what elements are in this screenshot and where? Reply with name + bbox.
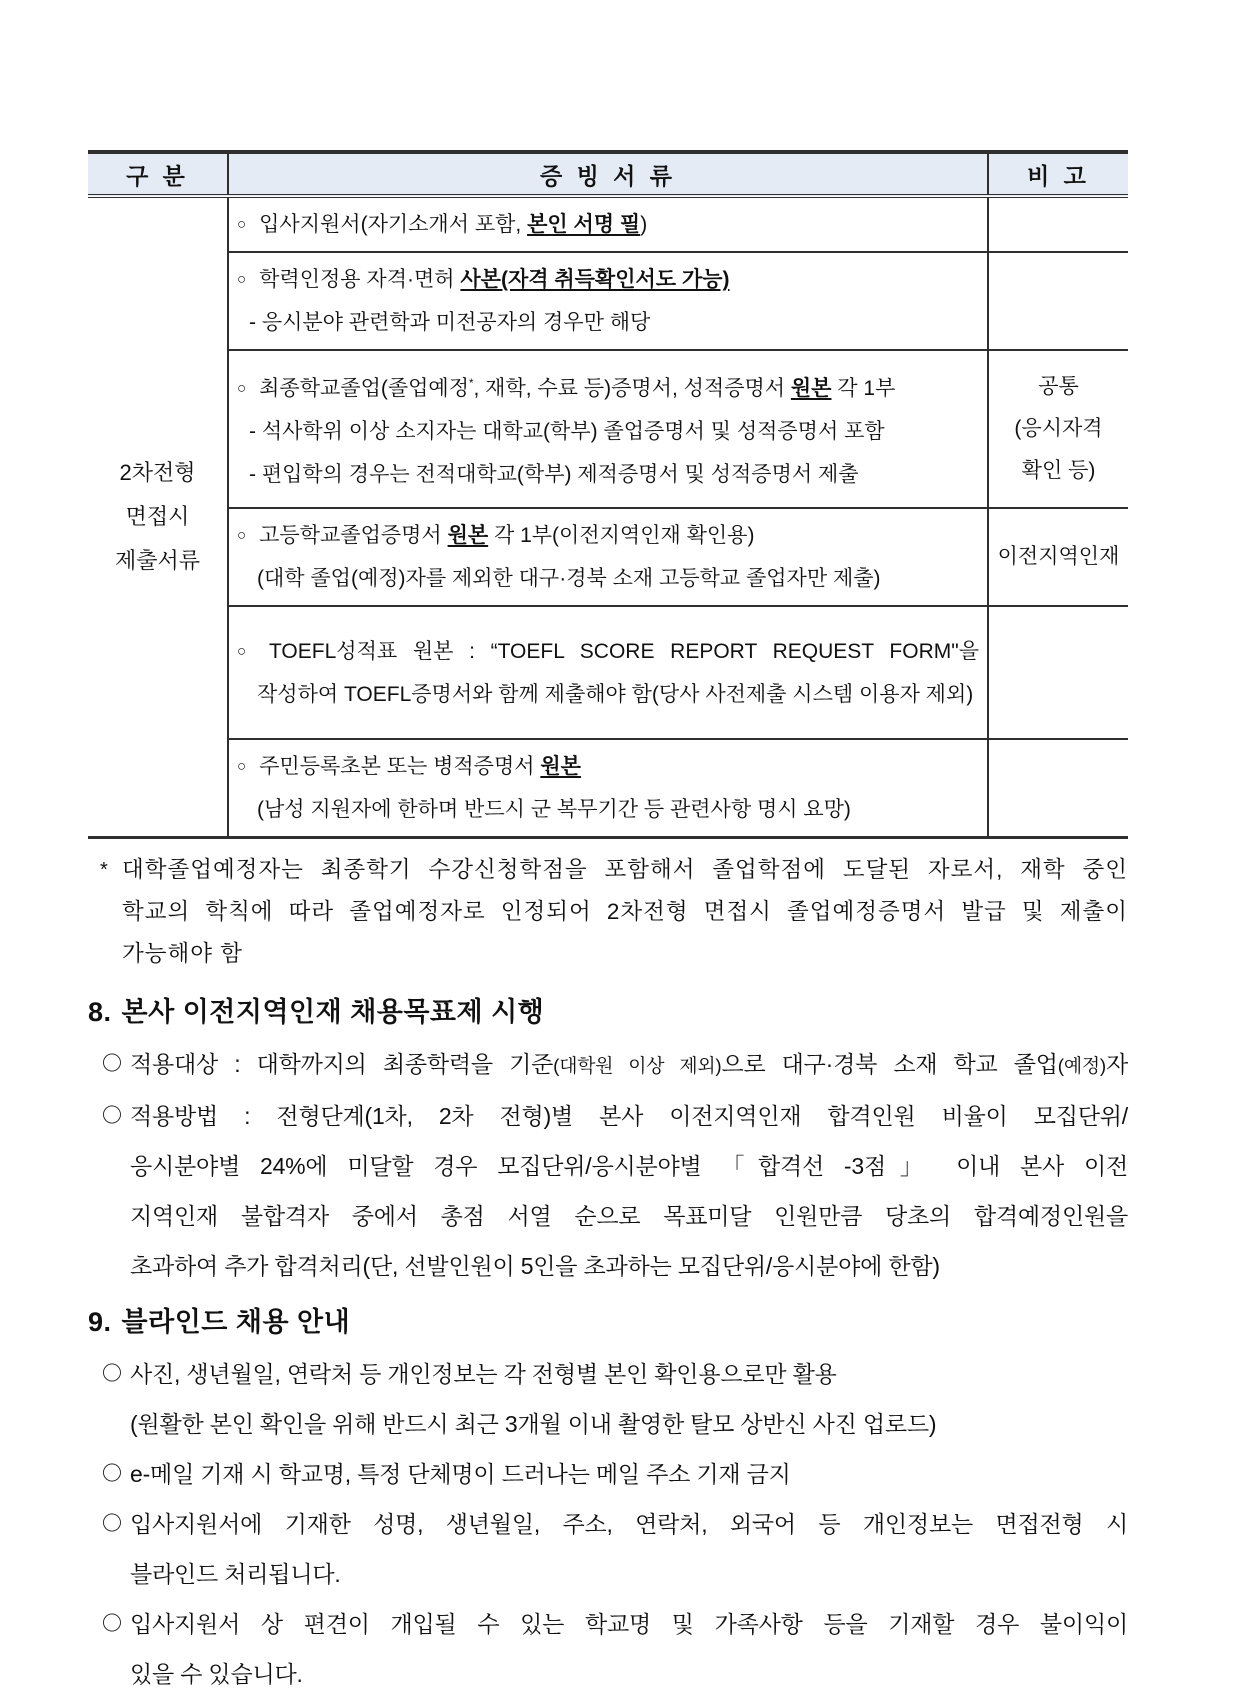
circle-bullet-icon: ○ — [237, 758, 247, 776]
circle-bullet-icon: ○ — [237, 271, 247, 289]
hollow-circle-bullet-icon: 〇 — [102, 1105, 122, 1128]
table-header-remarks: 비 고 — [988, 152, 1128, 196]
footnote-text — [122, 849, 1128, 975]
text-line: (원활한 본인 확인을 위해 반드시 최근 3개월 이내 촬영한 탈모 상반신 사진 업로드) — [130, 1411, 937, 1438]
text-line: 대학졸업예정자는 최종학기 수강신청학점을 포함해서 졸업학점에 도달된 자로서, 재학 중인 — [122, 857, 1128, 883]
section-body — [88, 1349, 1128, 1699]
table-row — [88, 606, 1128, 739]
table-documents-cell — [228, 196, 988, 252]
section-item — [88, 1449, 1128, 1499]
table-documents-cell — [228, 350, 988, 508]
hollow-circle-bullet-icon: 〇 — [102, 1363, 122, 1386]
text-line: 있을 수 있습니다. — [130, 1661, 303, 1688]
section-heading — [88, 991, 1128, 1033]
text-line: ○ 학력인정용 자격·면허 사본(자격 취득확인서도 가능) — [237, 268, 730, 292]
text-line: 초과하여 추가 합격처리(단, 선발인원이 5인을 초과하는 모집단위/응시분야에 한함) — [130, 1253, 940, 1280]
note-line: 이전지역인재 — [997, 545, 1120, 569]
footnote-marker: * — [100, 859, 109, 882]
section-body — [88, 1039, 1128, 1291]
text-line: ○ 최종학교졸업(졸업예정*, 재학, 수료 등)증명서, 성적증명서 원본 각 1부 — [237, 376, 896, 400]
section-item-text — [130, 1091, 1128, 1291]
section-title: 본사 이전지역인재 채용목표제 시행 — [121, 997, 545, 1028]
section-item-text — [130, 1349, 1128, 1449]
group-label-line: 면접시 — [125, 504, 190, 530]
text-line: - 응시분야 관련학과 미전공자의 경우만 해당 — [249, 311, 651, 335]
section-number: 8. — [88, 997, 112, 1028]
circle-bullet-icon: ○ — [237, 216, 247, 233]
group-label-line: 제출서류 — [114, 548, 200, 574]
text-line: - 편입학의 경우는 전적대학교(학부) 제적증명서 및 성적증명서 제출 — [249, 462, 859, 486]
table-row — [88, 350, 1128, 508]
text-line: e-메일 기재 시 학교명, 특정 단체명이 드러나는 메일 주소 기재 금지 — [130, 1461, 791, 1488]
text-line: ○ TOEFL성적표 원본 : “TOEFL SCORE REPORT REQUEST FORM"을 — [237, 639, 979, 663]
note-line: (응시자격 — [1014, 417, 1103, 441]
table-row — [88, 252, 1128, 350]
text-line: 입사지원서 상 편견이 개입될 수 있는 학교명 및 가족사항 등을 기재할 경우 불이익이 — [130, 1611, 1128, 1638]
text-line: 사진, 생년월일, 연락처 등 개인정보는 각 전형별 본인 확인용으로만 활용 — [130, 1361, 837, 1388]
section-item — [88, 1499, 1128, 1599]
text-line: 적용대상 : 대학까지의 최종학력을 기준(대학원 이상 제외)으로 대구·경북 소재 학교 졸업(예정)자 — [130, 1051, 1128, 1078]
table-row — [88, 196, 1128, 252]
table-note-cell — [988, 252, 1128, 350]
text-line: 블라인드 처리됩니다. — [130, 1561, 341, 1588]
submission-documents-table — [88, 150, 1128, 839]
table-documents-cell — [228, 508, 988, 606]
table-row — [88, 508, 1128, 606]
table-note-cell — [988, 739, 1128, 838]
circle-bullet-icon: ○ — [237, 642, 256, 660]
section-item-text — [130, 1039, 1128, 1091]
circle-bullet-icon: ○ — [237, 379, 247, 397]
text-line: 입사지원서에 기재한 성명, 생년월일, 주소, 연락처, 외국어 등 개인정보는 면접전형 시 — [130, 1511, 1128, 1538]
text-line: ○ 고등학교졸업증명서 원본 각 1부(이전지역인재 확인용) — [237, 524, 755, 548]
footnote — [88, 849, 1128, 975]
text-line: - 석사학위 이상 소지자는 대학교(학부) 졸업증명서 및 성적증명서 포함 — [249, 419, 885, 443]
text-line: ○ 주민등록초본 또는 병적증명서 원본 — [237, 755, 581, 779]
section-item-text — [130, 1599, 1128, 1699]
text-line: 적용방법 : 전형단계(1차, 2차 전형)별 본사 이전지역인재 합격인원 비율이 모집단위/ — [130, 1103, 1128, 1130]
table-documents-cell — [228, 739, 988, 838]
note-line: 공통 — [1038, 375, 1079, 399]
section-item — [88, 1349, 1128, 1449]
text-line: (남성 지원자에 한하며 반드시 군 복무기간 등 관련사항 명시 요망) — [257, 798, 851, 822]
section-item — [88, 1039, 1128, 1091]
table-documents-cell — [228, 606, 988, 739]
table-header-category: 구 분 — [88, 152, 228, 196]
table-documents-cell — [228, 252, 988, 350]
text-line: ○ 입사지원서(자기소개서 포함, 본인 서명 필) — [237, 213, 648, 237]
text-line: 응시분야별 24%에 미달할 경우 모집단위/응시분야별 「합격선 -3점」 이내 본사 이전 — [130, 1153, 1128, 1180]
section-title: 블라인드 채용 안내 — [121, 1307, 351, 1338]
section-item — [88, 1599, 1128, 1699]
section-item-text — [130, 1449, 1128, 1499]
table-note-cell — [988, 196, 1128, 252]
note-line: 확인 등) — [1021, 459, 1096, 483]
table-note-cell — [988, 350, 1128, 508]
hollow-circle-bullet-icon: 〇 — [102, 1463, 122, 1486]
section-heading — [88, 1301, 1128, 1343]
section-item — [88, 1091, 1128, 1291]
table-header-documents: 증 빙 서 류 — [228, 152, 988, 196]
table-row — [88, 739, 1128, 838]
hollow-circle-bullet-icon: 〇 — [102, 1053, 122, 1076]
table-group-cell — [88, 196, 228, 838]
text-line: 가능해야 함 — [122, 941, 243, 967]
table-body — [88, 196, 1128, 838]
hollow-circle-bullet-icon: 〇 — [102, 1513, 122, 1536]
table-note-cell — [988, 606, 1128, 739]
table-header-row — [88, 152, 1128, 196]
text-line: 작성하여 TOEFL증명서와 함께 제출해야 함(당사 사전제출 시스템 이용자 제외) — [257, 682, 974, 706]
table-note-cell — [988, 508, 1128, 606]
circle-bullet-icon: ○ — [237, 527, 247, 545]
section-item-text — [130, 1499, 1128, 1599]
text-line: 학교의 학칙에 따라 졸업예정자로 인정되어 2차전형 면접시 졸업예정증명서 발급 및 제출이 — [122, 899, 1128, 925]
group-label-line: 2차전형 — [119, 460, 196, 486]
sections — [88, 991, 1239, 1699]
text-line: 지역인재 불합격자 중에서 총점 서열 순으로 목표미달 인원만큼 당초의 합격예정인원을 — [130, 1203, 1129, 1230]
text-line: (대학 졸업(예정)자를 제외한 대구·경북 소재 고등학교 졸업자만 제출) — [257, 567, 881, 591]
hollow-circle-bullet-icon: 〇 — [102, 1613, 122, 1636]
section-number: 9. — [88, 1307, 112, 1338]
